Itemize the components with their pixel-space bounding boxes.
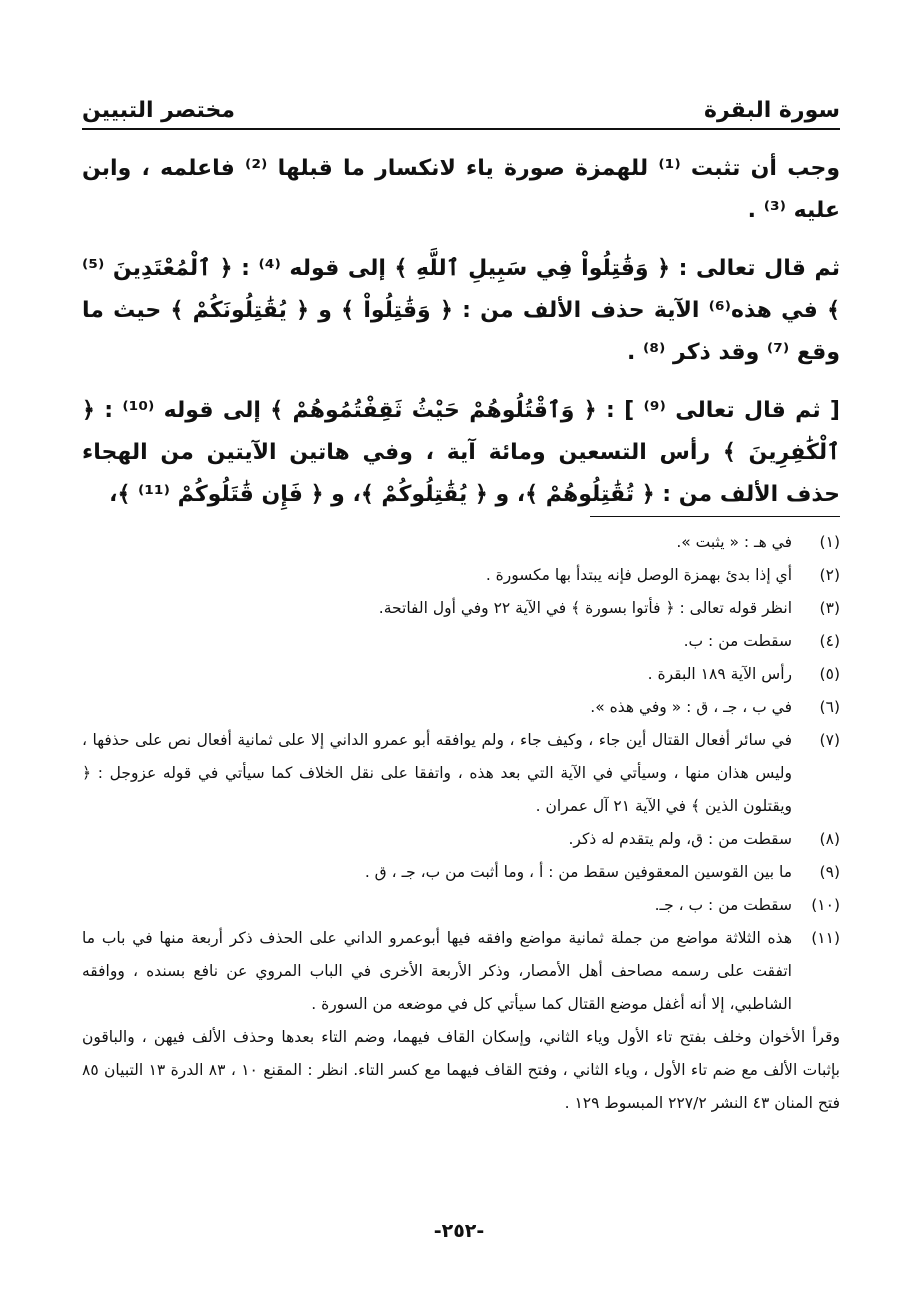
footnote-text: في هـ : « يثبت ». bbox=[676, 533, 792, 551]
footnote bbox=[82, 889, 840, 922]
footnote-number: (١١) bbox=[811, 929, 840, 947]
footnote-text: سقطت من : ب ، جـ. bbox=[654, 896, 792, 914]
footnotes bbox=[82, 526, 840, 1120]
footnote-number: (٩) bbox=[819, 863, 840, 881]
running-header bbox=[82, 82, 840, 130]
page-number: -٢٥٢- bbox=[433, 1220, 485, 1242]
footnote-continuation bbox=[82, 1021, 840, 1120]
footnote-text: في سائر أفعال القتال أين جاء ، وكيف جاء ، ولم يوافقه أبو عمرو الداني إلا على ثمانية أفعال نص على حذفها ، وليس هذان منها ، وسيأتي في الآية التي بعد هذه ، واتفقا على نقل الخلاف كما سيأتي في قوله عزوجل : ﴿ ويقتلون الذين ﴾ في الآية ٢١ آل عمران . bbox=[82, 731, 792, 815]
footnote-text: ما بين القوسين المعقوفين سقط من : أ ، وما أثبت من ب، جـ ، ق . bbox=[364, 863, 792, 881]
footnote-number: (٧) bbox=[819, 731, 840, 749]
footnote bbox=[82, 724, 840, 823]
paragraph-1: وجب أن تثبت ⁽¹⁾ للهمزة صورة ياء لانكسار ما قبلها ⁽²⁾ فاعلمه ، وابن عليه ⁽³⁾ . bbox=[82, 156, 841, 223]
footnote bbox=[82, 658, 840, 691]
footnote-number: (٥) bbox=[819, 665, 840, 683]
surah-title: سورة البقرة bbox=[703, 98, 840, 123]
footnote bbox=[82, 625, 840, 658]
footnote-number: (٤) bbox=[819, 632, 840, 650]
footnote-text: انظر قوله تعالى : ﴿ فأتوا بسورة ﴾ في الآية ٢٢ وفي أول الفاتحة. bbox=[378, 599, 792, 617]
footnote bbox=[82, 856, 840, 889]
footnote-separator bbox=[590, 516, 840, 517]
footnote-text: في ب ، جـ ، ق : « وفي هذه ». bbox=[590, 698, 792, 716]
footnote-number: (٨) bbox=[819, 830, 840, 848]
footnote-text: سقطت من : ب. bbox=[683, 632, 792, 650]
footnote bbox=[82, 526, 840, 559]
footnote bbox=[82, 559, 840, 592]
footnote-number: (١٠) bbox=[811, 896, 840, 914]
footnote-text: هذه الثلاثة مواضع من جملة ثمانية مواضع وافقه فيها أبوعمرو الداني على الحذف ذكر أربعة منها في باب ما اتفقت على رسمه مصاحف أهل الأمصار، وذكر الأربعة الأخرى في الباب المروي عن نافع بسنده ، ووافقه الشاطبي، إلا أنه أغفل موضع القتال كما سيأتي كل في موضعه من السورة . bbox=[82, 929, 792, 1013]
footnote bbox=[82, 823, 840, 856]
footnote-text: سقطت من : ق، ولم يتقدم له ذكر. bbox=[568, 830, 792, 848]
footnote-number: (٦) bbox=[819, 698, 840, 716]
footnote-number: (٢) bbox=[819, 566, 840, 584]
paragraph-2: ثم قال تعالى : ﴿ وَقَٰتِلُواْ فِي سَبِيلِ ٱللَّهِ ﴾ إلى قوله ⁽⁴⁾ : ﴿ ٱلْمُعْتَدِينَ ⁽⁵⁾ ﴾ في هذه⁽⁶⁾ الآية حذف الألف من : ﴿ وَقَٰتِلُواْ ﴾ و ﴿ يُقَٰتِلُونَكُمْ ﴾ حيث ما وقع ⁽⁷⁾ وقد ذكر ⁽⁸⁾ . bbox=[82, 256, 840, 365]
footnote-number: (٣) bbox=[819, 599, 840, 617]
main-text bbox=[82, 148, 840, 532]
footnote bbox=[82, 922, 840, 1021]
footnote bbox=[82, 691, 840, 724]
footnote-text: وقرأ الأخوان وخلف بفتح تاء الأول وياء الثاني، وإسكان القاف فيهما، وضم التاء بعدها وحذف الألف فيهن ، والباقون بإثبات الألف مع ضم تاء الأول ، وياء الثاني ، وفتح القاف فيهما مع كسر التاء. انظر : المقنع ١٠ ، ٨٣ الدرة ١٣ التبيان ٨٥ فتح المنان ٤٣ النشر ٢٢٧/٢ المبسوط ١٢٩ . bbox=[82, 1028, 841, 1112]
footnote bbox=[82, 592, 840, 625]
footnote-text: رأس الآية ١٨٩ البقرة . bbox=[647, 665, 792, 683]
book-title: مختصر التبيين bbox=[82, 98, 236, 123]
footnote-text: أي إذا بدئ بهمزة الوصل فإنه يبتدأ بها مكسورة . bbox=[485, 566, 792, 584]
footnote-number: (١) bbox=[819, 533, 840, 551]
paragraph-3: [ ثم قال تعالى ⁽⁹⁾ ] : ﴿ وَٱقْتُلُوهُمْ حَيْثُ ثَقِفْتُمُوهُمْ ﴾ إلى قوله ⁽¹⁰⁾ : ﴿ ٱلْكَٰفِرِينَ ﴾ رأس التسعين ومائة آية ، وفي هاتين الآيتين من الهجاء حذف الألف من : ﴿ تُقَٰتِلُوهُمْ ﴾، و ﴿ يُقَٰتِلُوكُمْ ﴾، و ﴿ فَإِن قَٰتَلُوكُمْ ⁽¹¹⁾ ﴾، bbox=[82, 398, 840, 507]
